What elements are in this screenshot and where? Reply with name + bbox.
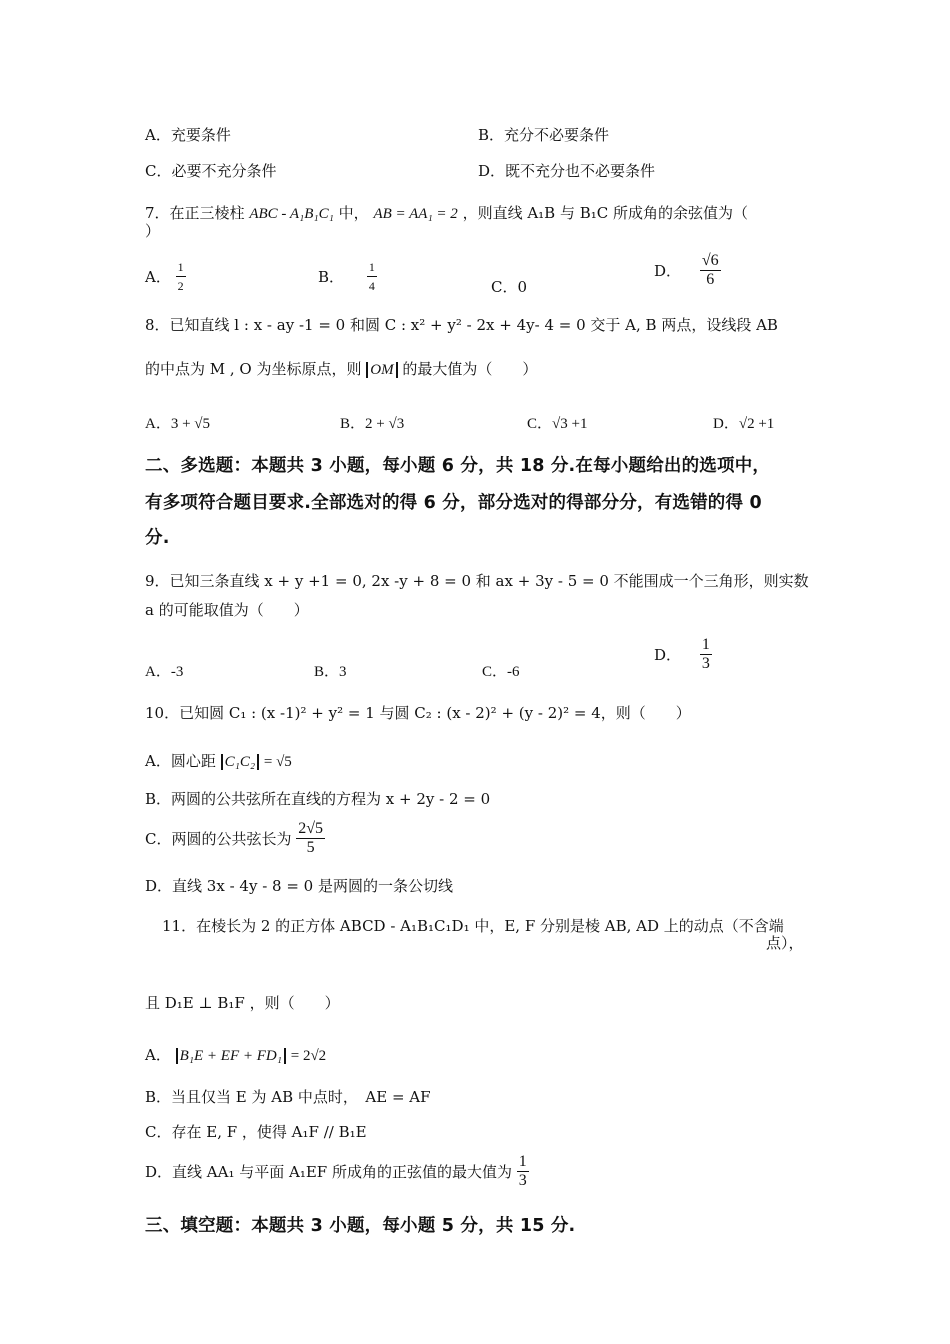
q11-option-b: B．当且仅当 E 为 AB 中点时， AE = AF bbox=[145, 1088, 431, 1106]
q11-line1-cont: 点）， bbox=[766, 934, 804, 952]
q10-option-c-pre: C．两圆的公共弦长为 bbox=[145, 830, 292, 848]
q6-option-a: A．充要条件 bbox=[145, 126, 231, 144]
q8-option-c: C．√3 +1 bbox=[527, 416, 588, 432]
q7-option-a-den: 2 bbox=[177, 279, 184, 293]
q7-option-d-label: D． bbox=[654, 262, 682, 280]
q6-option-b: B．充分不必要条件 bbox=[478, 126, 610, 144]
q7-option-a-label: A． bbox=[145, 268, 171, 286]
q7-stem bbox=[145, 202, 748, 223]
q7-lead: 7．在正三棱柱 bbox=[145, 204, 245, 222]
q9-option-c: C．-6 bbox=[482, 664, 520, 680]
q7-tail: ，则直线 A₁B 与 B₁C 所成角的余弦值为（ bbox=[462, 204, 749, 222]
q11-option-d-den: 3 bbox=[518, 1172, 527, 1189]
q10-option-a-pre: A．圆心距 bbox=[145, 752, 216, 770]
q10-option-b: B．两圆的公共弦所在直线的方程为 x + 2y - 2 = 0 bbox=[145, 790, 491, 808]
section3-heading: 三、填空题：本题共 3 小题，每小题 5 分，共 15 分. bbox=[145, 1216, 576, 1236]
q7-option-b-fraction bbox=[367, 258, 377, 295]
q7-option-d bbox=[654, 252, 721, 289]
q8-line1: 8．已知直线 l : x - ay -1 = 0 和圆 C : x² + y² - 2x + 4y- 4 = 0 交于 A, B 两点，设线段 AB bbox=[145, 316, 778, 334]
q11-line2: 且 D₁E ⊥ B₁F ，则（ ） bbox=[145, 994, 340, 1012]
q7-option-b-den: 4 bbox=[368, 279, 375, 293]
section2-heading-line1: 二、多选题：本题共 3 小题，每小题 6 分，共 18 分.在每小题给出的选项中， bbox=[145, 456, 771, 476]
q11-option-a-pre: A． bbox=[145, 1046, 171, 1064]
q10-option-d: D．直线 3x - 4y - 8 = 0 是两圆的一条公切线 bbox=[145, 877, 453, 895]
q9-option-d-num: 1 bbox=[701, 636, 710, 653]
q10-option-a-post: = √5 bbox=[263, 754, 292, 770]
q8-option-a: A．3 + √5 bbox=[145, 416, 211, 432]
q7-option-d-den: 6 bbox=[706, 271, 715, 288]
q11-option-d-num: 1 bbox=[518, 1153, 527, 1170]
q7-option-a-num: 1 bbox=[176, 258, 186, 277]
q7-option-d-fraction bbox=[700, 252, 721, 289]
q7-option-b-label: B． bbox=[318, 268, 345, 286]
q7-option-b bbox=[318, 258, 377, 295]
q10-option-c-den: 5 bbox=[306, 839, 315, 856]
q8-line2-pre: 的中点为 M , O 为坐标原点，则 bbox=[145, 360, 362, 378]
q9-option-a: A．-3 bbox=[145, 664, 184, 680]
q7-option-b-num: 1 bbox=[367, 258, 377, 277]
q9-option-d-label: D． bbox=[654, 646, 682, 664]
q7-prism: ABC - A₁B₁C₁ bbox=[249, 206, 334, 222]
section2-heading-line2: 有多项符合题目要求.全部选对的得 6 分，部分选对的得部分分，有选错的得 0 bbox=[145, 493, 762, 513]
q11-option-c: C．存在 E, F ，使得 A₁F // B₁E bbox=[145, 1123, 367, 1141]
q9-option-b: B．3 bbox=[314, 664, 347, 680]
q11-option-a bbox=[145, 1044, 326, 1065]
q11-line1: 11．在棱长为 2 的正方体 ABCD - A₁B₁C₁D₁ 中，E, F 分别是棱 AB, AD 上的动点（不含端 bbox=[162, 917, 784, 935]
q9-line2: a 的可能取值为（ ） bbox=[145, 601, 309, 619]
q7-option-a-fraction bbox=[176, 258, 186, 295]
q10-option-a bbox=[145, 750, 292, 771]
q9-option-d-den: 3 bbox=[701, 655, 710, 672]
section2-heading-line3: 分. bbox=[145, 528, 170, 548]
q11-option-d bbox=[145, 1153, 529, 1190]
q11-option-a-post: = 2√2 bbox=[290, 1048, 327, 1064]
q9-line1: 9．已知三条直线 x + y +1 = 0, 2x -y + 8 = 0 和 ax + 3y - 5 = 0 不能围成一个三角形，则实数 bbox=[145, 572, 809, 590]
q6-option-c: C．必要不充分条件 bbox=[145, 162, 277, 180]
q10-option-c-num: 2√5 bbox=[298, 820, 324, 837]
q10-stem: 10．已知圆 C₁ : (x -1)² + y² = 1 与圆 C₂ : (x - 2)² + (y - 2)² = 4，则（ ） bbox=[145, 704, 691, 722]
q11-sum-abs: B₁E + EF + FD₁ bbox=[176, 1048, 286, 1064]
q9-option-d-fraction bbox=[700, 636, 712, 673]
q6-option-d: D．既不充分也不必要条件 bbox=[478, 162, 656, 180]
q11-option-d-pre: D．直线 AA₁ 与平面 A₁EF 所成角的正弦值的最大值为 bbox=[145, 1163, 512, 1181]
q11-option-d-fraction bbox=[517, 1153, 529, 1190]
q8-line2-post: 的最大值为（ ） bbox=[402, 360, 538, 378]
q10-option-c bbox=[145, 820, 325, 857]
q7-mid: 中， bbox=[338, 204, 369, 222]
q8-line2 bbox=[145, 358, 537, 379]
q8-om-abs: OM bbox=[366, 362, 397, 378]
q7-option-c: C．0 bbox=[491, 278, 528, 296]
q9-option-d bbox=[654, 636, 712, 673]
q8-option-d: D．√2 +1 bbox=[713, 416, 775, 432]
q7-close-paren: ） bbox=[145, 222, 161, 240]
q7-option-d-num: √6 bbox=[701, 252, 719, 269]
q7-cond: AB = AA₁ = 2 bbox=[373, 206, 458, 222]
q8-option-b: B．2 + √3 bbox=[340, 416, 405, 432]
q10-option-c-fraction bbox=[296, 820, 325, 857]
q10-c1c2-abs: C₁C₂ bbox=[221, 754, 259, 770]
q7-option-a bbox=[145, 258, 186, 295]
